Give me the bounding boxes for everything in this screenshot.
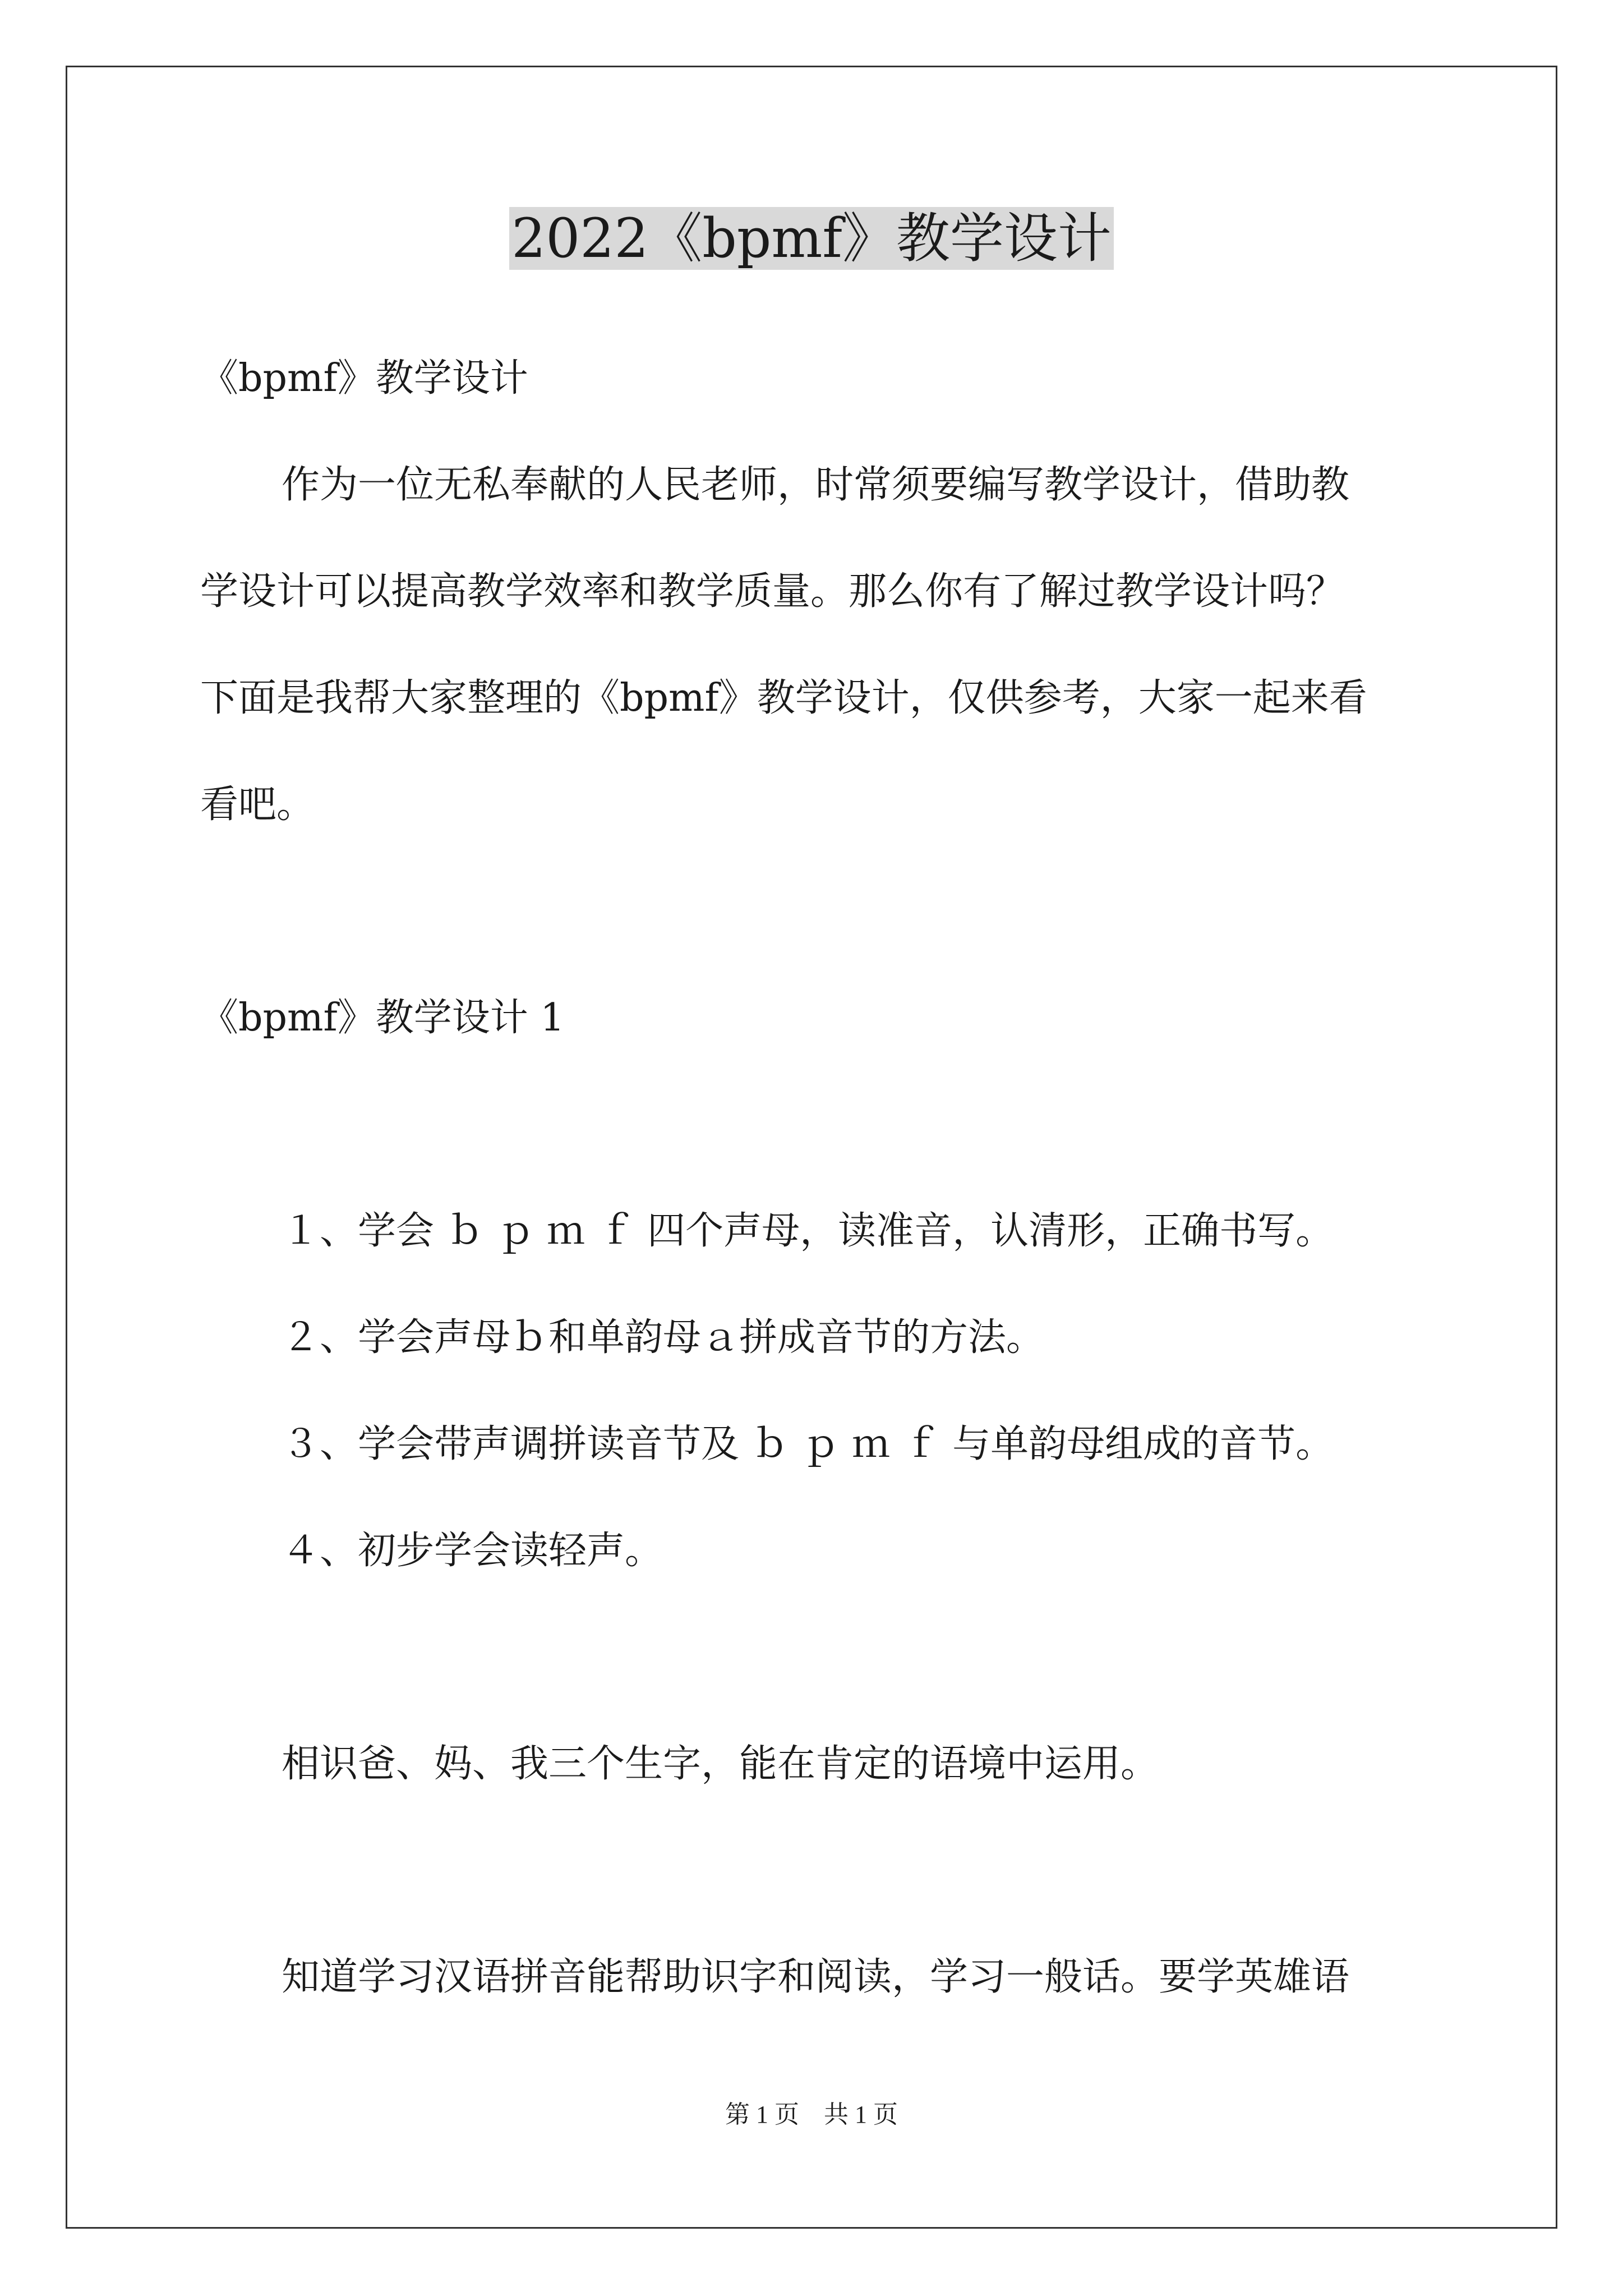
paragraph-pinyin: 知道学习汉语拼音能帮助识字和阅读，学习一般话。要学英雄语	[282, 1955, 1350, 1999]
document-heading: 《bpmf》教学设计	[200, 356, 528, 401]
objective-4: ４、初步学会读轻声。	[282, 1529, 663, 1573]
intro-line-4: 看吧。	[200, 783, 315, 827]
document-title	[0, 199, 1623, 278]
intro-line-1: 作为一位无私奉献的人民老师，时常须要编写教学设计，借助教	[282, 463, 1350, 507]
section-heading: 《bpmf》教学设计 1	[200, 996, 565, 1040]
page-footer: 第 1 页 共 1 页	[725, 2101, 898, 2128]
intro-line-3: 下面是我帮大家整理的《bpmf》教学设计，仅供参考，大家一起来看	[200, 676, 1367, 720]
paragraph-characters: 相识爸、妈、我三个生字，能在肯定的语境中运用。	[282, 1742, 1159, 1786]
document-title-text: 2022《bpmf》教学设计	[509, 207, 1114, 270]
objective-1: １、学会 ｂ ｐ ｍ ｆ 四个声母，读准音，认清形，正确书写。	[282, 1209, 1334, 1253]
objective-3: ３、学会带声调拼读音节及 ｂ ｐ ｍ ｆ 与单韵母组成的音节。	[282, 1422, 1334, 1466]
intro-line-2: 学设计可以提高教学效率和教学质量。那么你有了解过教学设计吗？	[200, 569, 1345, 614]
objective-2: ２、学会声母ｂ和单韵母ａ拼成音节的方法。	[282, 1315, 1045, 1360]
